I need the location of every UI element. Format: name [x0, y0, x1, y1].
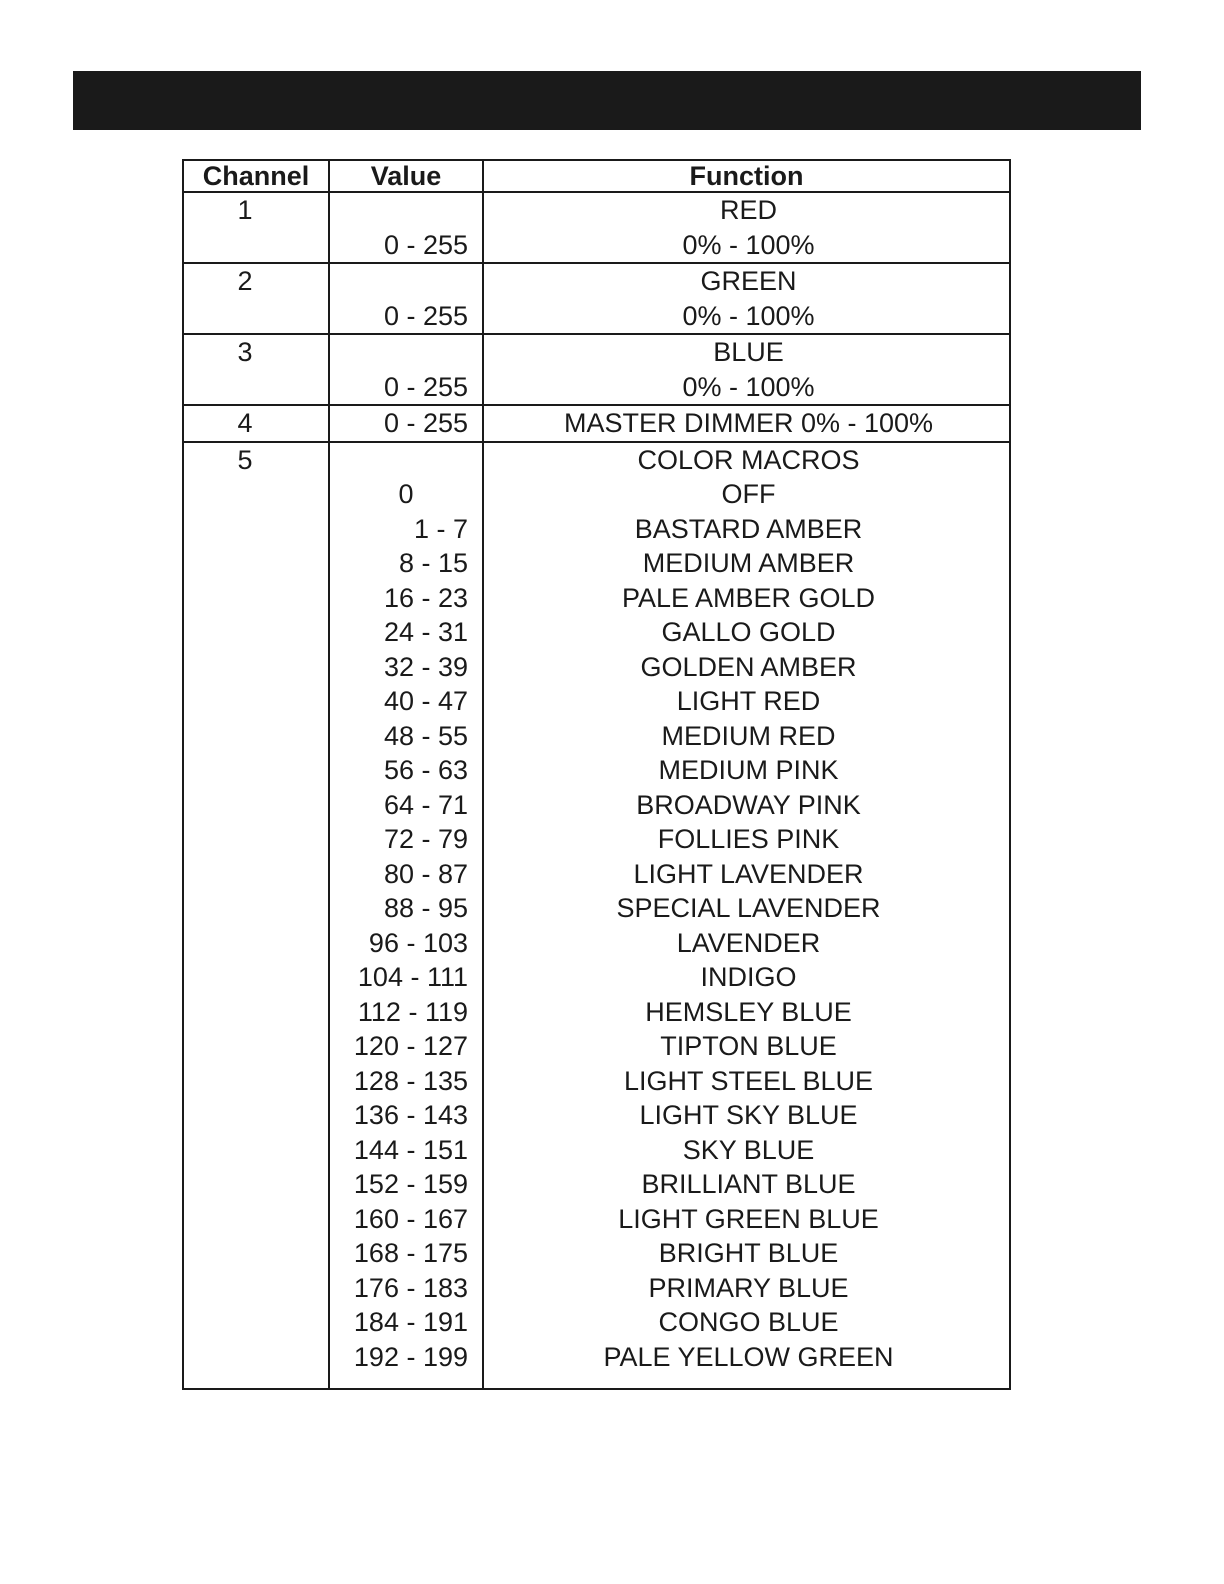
macro-function: LAVENDER: [676, 927, 821, 958]
table-row-channel-4: [183, 405, 1010, 442]
macro-value: 184 - 191: [353, 1307, 468, 1337]
macro-value: 80 - 87: [383, 858, 468, 889]
macro-value: 24 - 31: [383, 617, 468, 647]
channel-value: 0 - 255: [383, 300, 468, 331]
channel-number: 4: [237, 408, 253, 438]
macro-function: BASTARD AMBER: [634, 513, 863, 544]
function-title: GREEN: [700, 266, 797, 296]
macro-value: 104 - 111: [357, 962, 468, 992]
macro-function: PRIMARY BLUE: [648, 1272, 849, 1303]
macro-value: 1 - 7: [413, 513, 468, 544]
macro-value: 112 - 119: [357, 996, 468, 1027]
macro-function: PALE AMBER GOLD: [621, 582, 876, 613]
macro-function: LIGHT GREEN BLUE: [618, 1203, 879, 1234]
channel-number: 2: [237, 266, 253, 296]
dmx-channel-table: [182, 159, 1011, 1390]
macro-value: 128 - 135: [353, 1065, 468, 1096]
macro-function: GALLO GOLD: [661, 617, 836, 647]
channel-number: 3: [237, 337, 253, 367]
function-title: MASTER DIMMER 0% - 100%: [563, 408, 934, 438]
macro-value: 64 - 71: [383, 789, 468, 820]
macro-value-list: [329, 442, 483, 1390]
macro-function: PALE YELLOW GREEN: [603, 1341, 894, 1372]
macro-function: FOLLIES PINK: [657, 824, 840, 854]
function-range: 0% - 100%: [682, 229, 815, 260]
macro-value: 40 - 47: [383, 686, 468, 716]
macro-function: LIGHT SKY BLUE: [639, 1100, 858, 1130]
macro-function: SPECIAL LAVENDER: [616, 893, 881, 923]
table-row-channel-3: [183, 334, 1010, 405]
channel-value: 0 - 255: [383, 408, 468, 438]
channel-value: 0 - 255: [383, 229, 468, 260]
function-title: RED: [719, 195, 777, 225]
macro-value: 168 - 175: [353, 1238, 468, 1268]
function-range: 0% - 100%: [682, 300, 815, 331]
macro-function: MEDIUM AMBER: [642, 548, 855, 578]
table-row-channel-1: [183, 192, 1010, 263]
macro-function: OFF: [721, 479, 776, 509]
macro-value: 72 - 79: [383, 824, 468, 854]
macro-value: 0: [398, 479, 414, 509]
macro-value: 88 - 95: [383, 893, 468, 923]
macro-function: LIGHT LAVENDER: [633, 858, 864, 889]
function-title: BLUE: [713, 337, 784, 367]
column-header-function: Function: [483, 160, 1010, 192]
macro-function: LIGHT STEEL BLUE: [623, 1065, 874, 1096]
column-header-channel: Channel: [183, 160, 329, 192]
macro-function: TIPTON BLUE: [660, 1031, 837, 1061]
macro-value: 120 - 127: [353, 1031, 468, 1061]
macro-value: 192 - 199: [353, 1341, 468, 1372]
macro-function: LIGHT RED: [676, 686, 821, 716]
column-header-value: Value: [329, 160, 483, 192]
macro-function: BRIGHT BLUE: [658, 1238, 839, 1268]
channel-number: 5: [237, 444, 253, 475]
macro-value: 96 - 103: [368, 927, 468, 958]
macro-value: 8 - 15: [398, 548, 468, 578]
macro-function: BROADWAY PINK: [636, 789, 861, 820]
macro-function-list: [483, 442, 1010, 1390]
channel-number: 1: [237, 195, 253, 225]
function-title: COLOR MACROS: [637, 444, 860, 475]
macro-function: HEMSLEY BLUE: [645, 996, 852, 1027]
macro-function: CONGO BLUE: [658, 1307, 839, 1337]
macro-value: 136 - 143: [353, 1100, 468, 1130]
macro-value: 160 - 167: [353, 1203, 468, 1234]
table-row-channel-5: [183, 442, 1010, 1390]
table-row-channel-2: [183, 263, 1010, 334]
macro-value: 56 - 63: [383, 755, 468, 785]
macro-function: GOLDEN AMBER: [640, 651, 857, 682]
macro-value: 152 - 159: [353, 1169, 468, 1199]
macro-value: 32 - 39: [383, 651, 468, 682]
macro-function: SKY BLUE: [682, 1134, 815, 1165]
function-range: 0% - 100%: [682, 371, 815, 402]
macro-function: MEDIUM PINK: [658, 755, 839, 785]
macro-value: 176 - 183: [353, 1272, 468, 1303]
header-bar: [73, 71, 1141, 130]
macro-function: BRILLIANT BLUE: [641, 1169, 856, 1199]
macro-value: 48 - 55: [383, 720, 468, 751]
channel-value: 0 - 255: [383, 371, 468, 402]
macro-value: 16 - 23: [383, 582, 468, 613]
table-header-row: [183, 160, 1010, 192]
macro-value: 144 - 151: [353, 1134, 468, 1165]
macro-function: MEDIUM RED: [661, 720, 836, 751]
macro-function: INDIGO: [700, 962, 797, 992]
